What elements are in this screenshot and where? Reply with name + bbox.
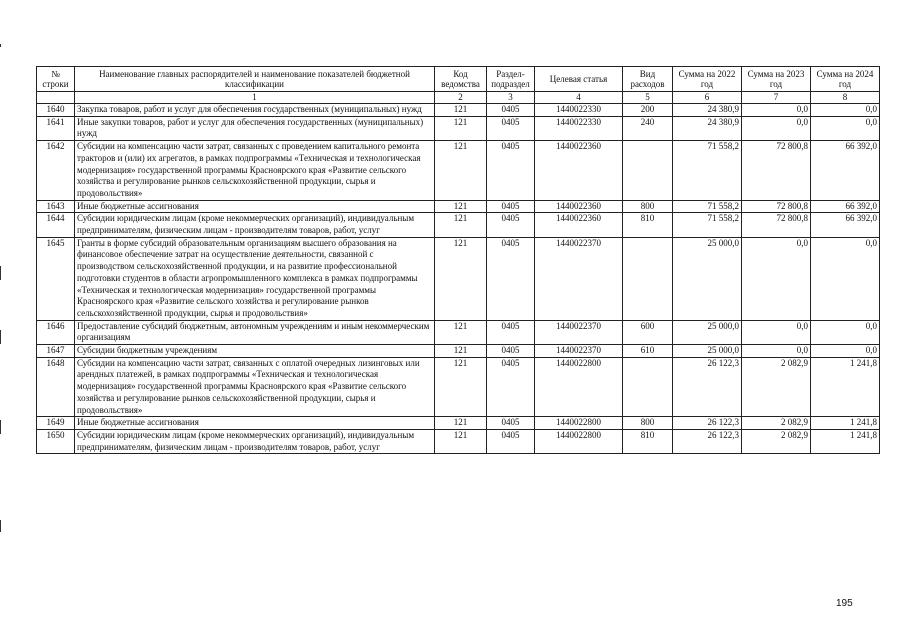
row-section: 0405 [487, 357, 535, 417]
row-dept-code: 121 [435, 345, 487, 358]
row-name: Иные бюджетные ассигнования [75, 417, 435, 430]
row-target-article: 1440022330 [535, 116, 623, 140]
row-sum-2023: 0,0 [742, 116, 811, 140]
row-dept-code: 121 [435, 213, 487, 237]
row-expense-type: 200 [623, 104, 673, 117]
table-row [37, 213, 880, 237]
column-number: 6 [673, 92, 742, 104]
header-expense-type: Вид расходов [623, 67, 673, 92]
row-sum-2023: 2 082,9 [742, 429, 811, 453]
header-sum-2023: Сумма на 2023 год [742, 67, 811, 92]
scan-artifact [0, 520, 1, 532]
row-expense-type: 240 [623, 116, 673, 140]
row-sum-2022: 25 000,0 [673, 345, 742, 358]
row-expense-type: 610 [623, 345, 673, 358]
scan-artifact [0, 330, 1, 344]
row-sum-2022: 25 000,0 [673, 237, 742, 320]
scan-artifact [0, 420, 1, 434]
table-row [37, 237, 880, 320]
row-sum-2022: 26 122,3 [673, 429, 742, 453]
row-sum-2024: 1 241,8 [811, 357, 880, 417]
column-number: 8 [811, 92, 880, 104]
row-sum-2023: 72 800,8 [742, 213, 811, 237]
row-section: 0405 [487, 213, 535, 237]
column-number: 7 [742, 92, 811, 104]
table-row [37, 200, 880, 213]
row-section: 0405 [487, 429, 535, 453]
row-section: 0405 [487, 237, 535, 320]
row-dept-code: 121 [435, 357, 487, 417]
row-number: 1645 [37, 237, 75, 320]
row-dept-code: 121 [435, 141, 487, 201]
row-sum-2022: 71 558,2 [673, 213, 742, 237]
row-number: 1649 [37, 417, 75, 430]
row-name: Субсидии бюджетным учреждениям [75, 345, 435, 358]
column-number: 5 [623, 92, 673, 104]
row-number: 1644 [37, 213, 75, 237]
table-row [37, 104, 880, 117]
row-dept-code: 121 [435, 417, 487, 430]
column-number: 1 [75, 92, 435, 104]
row-sum-2022: 71 558,2 [673, 141, 742, 201]
scan-artifact [0, 266, 1, 280]
row-target-article: 1440022800 [535, 357, 623, 417]
row-expense-type [623, 141, 673, 201]
row-dept-code: 121 [435, 200, 487, 213]
row-section: 0405 [487, 345, 535, 358]
row-expense-type [623, 357, 673, 417]
row-number: 1640 [37, 104, 75, 117]
row-sum-2022: 24 380,9 [673, 116, 742, 140]
row-target-article: 1440022360 [535, 141, 623, 201]
row-name: Субсидии на компенсацию части затрат, связанных с проведением капитального ремонта тракторов и (или) их агрегатов, в рамках подпрограммы «Техническая и технологическая модернизация» государственной программы Красноярского края «Развитие сельского хозяйства и регулирование рынков сельскохозяйственной продукции, сырья и продовольствия» [75, 141, 435, 201]
column-number: 4 [535, 92, 623, 104]
row-section: 0405 [487, 141, 535, 201]
row-sum-2022: 26 122,3 [673, 357, 742, 417]
row-target-article: 1440022370 [535, 237, 623, 320]
row-name: Иные закупки товаров, работ и услуг для обеспечения государственных (муниципальных) нужд [75, 116, 435, 140]
row-sum-2024: 0,0 [811, 320, 880, 344]
header-sum-2024: Сумма на 2024 год [811, 67, 880, 92]
row-section: 0405 [487, 417, 535, 430]
row-section: 0405 [487, 104, 535, 117]
row-number: 1646 [37, 320, 75, 344]
row-number: 1647 [37, 345, 75, 358]
row-section: 0405 [487, 116, 535, 140]
column-number: 3 [487, 92, 535, 104]
row-expense-type: 600 [623, 320, 673, 344]
row-target-article: 1440022370 [535, 320, 623, 344]
row-sum-2024: 66 392,0 [811, 200, 880, 213]
row-sum-2022: 71 558,2 [673, 200, 742, 213]
table-row [37, 141, 880, 201]
row-name: Гранты в форме субсидий образовательным организациям высшего образования на финансовое обеспечение затрат на осуществление деятельности, связанной с производством сельскохозяйственной продукции, и на развитие профессиональной подготовки студентов в области агропромышленного комплекса в рамках подпрограммы «Техническая и технологическая модернизация» государственной программы Красноярского края «Развитие сельского хозяйства и регулирование рынков сельскохозяйственной продукции, сырья и продовольствия» [75, 237, 435, 320]
row-sum-2024: 0,0 [811, 237, 880, 320]
row-dept-code: 121 [435, 320, 487, 344]
row-sum-2023: 72 800,8 [742, 200, 811, 213]
row-sum-2023: 0,0 [742, 320, 811, 344]
row-number: 1648 [37, 357, 75, 417]
row-name: Предоставление субсидий бюджетным, автономным учреждениям и иным некоммерческим организациям [75, 320, 435, 344]
row-sum-2023: 0,0 [742, 345, 811, 358]
row-name: Закупка товаров, работ и услуг для обеспечения государственных (муниципальных) нужд [75, 104, 435, 117]
column-number-row [37, 92, 880, 104]
header-row-no: № строки [37, 67, 75, 92]
scan-artifact [0, 44, 1, 47]
row-sum-2024: 0,0 [811, 116, 880, 140]
row-sum-2024: 1 241,8 [811, 429, 880, 453]
row-sum-2024: 0,0 [811, 345, 880, 358]
row-sum-2023: 72 800,8 [742, 141, 811, 201]
row-number: 1641 [37, 116, 75, 140]
row-target-article: 1440022360 [535, 200, 623, 213]
row-name: Субсидии юридическим лицам (кроме некоммерческих организаций), индивидуальным предпринимателям, физическим лицам - производителям товаров, работ, услуг [75, 213, 435, 237]
row-expense-type: 800 [623, 200, 673, 213]
row-sum-2022: 26 122,3 [673, 417, 742, 430]
row-sum-2024: 1 241,8 [811, 417, 880, 430]
table-row [37, 417, 880, 430]
row-sum-2023: 0,0 [742, 237, 811, 320]
table-row [37, 345, 880, 358]
row-target-article: 1440022360 [535, 213, 623, 237]
row-name: Иные бюджетные ассигнования [75, 200, 435, 213]
row-target-article: 1440022330 [535, 104, 623, 117]
row-dept-code: 121 [435, 104, 487, 117]
row-sum-2024: 66 392,0 [811, 141, 880, 201]
row-sum-2022: 24 380,9 [673, 104, 742, 117]
row-dept-code: 121 [435, 116, 487, 140]
row-dept-code: 121 [435, 429, 487, 453]
row-number: 1642 [37, 141, 75, 201]
budget-table [36, 66, 880, 454]
row-number: 1643 [37, 200, 75, 213]
column-number [37, 92, 75, 104]
row-number: 1650 [37, 429, 75, 453]
row-name: Субсидии юридическим лицам (кроме некоммерческих организаций), индивидуальным предпринимателям, физическим лицам - производителям товаров, работ, услуг [75, 429, 435, 453]
row-target-article: 1440022800 [535, 417, 623, 430]
row-target-article: 1440022370 [535, 345, 623, 358]
row-name: Субсидии на компенсацию части затрат, связанных с оплатой очередных лизинговых или арендных платежей, в рамках подпрограммы «Техническая и технологическая модернизация» государственной программы Красноярского края «Развитие сельского хозяйства и регулирование рынков сельскохозяйственной продукции, сырья и продовольствия» [75, 357, 435, 417]
row-expense-type: 810 [623, 429, 673, 453]
row-target-article: 1440022800 [535, 429, 623, 453]
row-sum-2022: 25 000,0 [673, 320, 742, 344]
row-expense-type: 800 [623, 417, 673, 430]
row-sum-2024: 66 392,0 [811, 213, 880, 237]
row-sum-2023: 0,0 [742, 104, 811, 117]
table-row [37, 116, 880, 140]
header-dept-code: Код ведомства [435, 67, 487, 92]
row-section: 0405 [487, 200, 535, 213]
row-expense-type [623, 237, 673, 320]
row-sum-2023: 2 082,9 [742, 357, 811, 417]
header-section: Раздел-подраздел [487, 67, 535, 92]
table-row [37, 320, 880, 344]
column-number: 2 [435, 92, 487, 104]
table-header-row [37, 67, 880, 92]
table-row [37, 357, 880, 417]
header-sum-2022: Сумма на 2022 год [673, 67, 742, 92]
table-row [37, 429, 880, 453]
header-target-article: Целевая статья [535, 67, 623, 92]
row-sum-2024: 0,0 [811, 104, 880, 117]
row-section: 0405 [487, 320, 535, 344]
row-sum-2023: 2 082,9 [742, 417, 811, 430]
page-number: 195 [836, 598, 853, 609]
row-dept-code: 121 [435, 237, 487, 320]
row-expense-type: 810 [623, 213, 673, 237]
header-name: Наименование главных распорядителей и наименование показателей бюджетной классификации [75, 67, 435, 92]
